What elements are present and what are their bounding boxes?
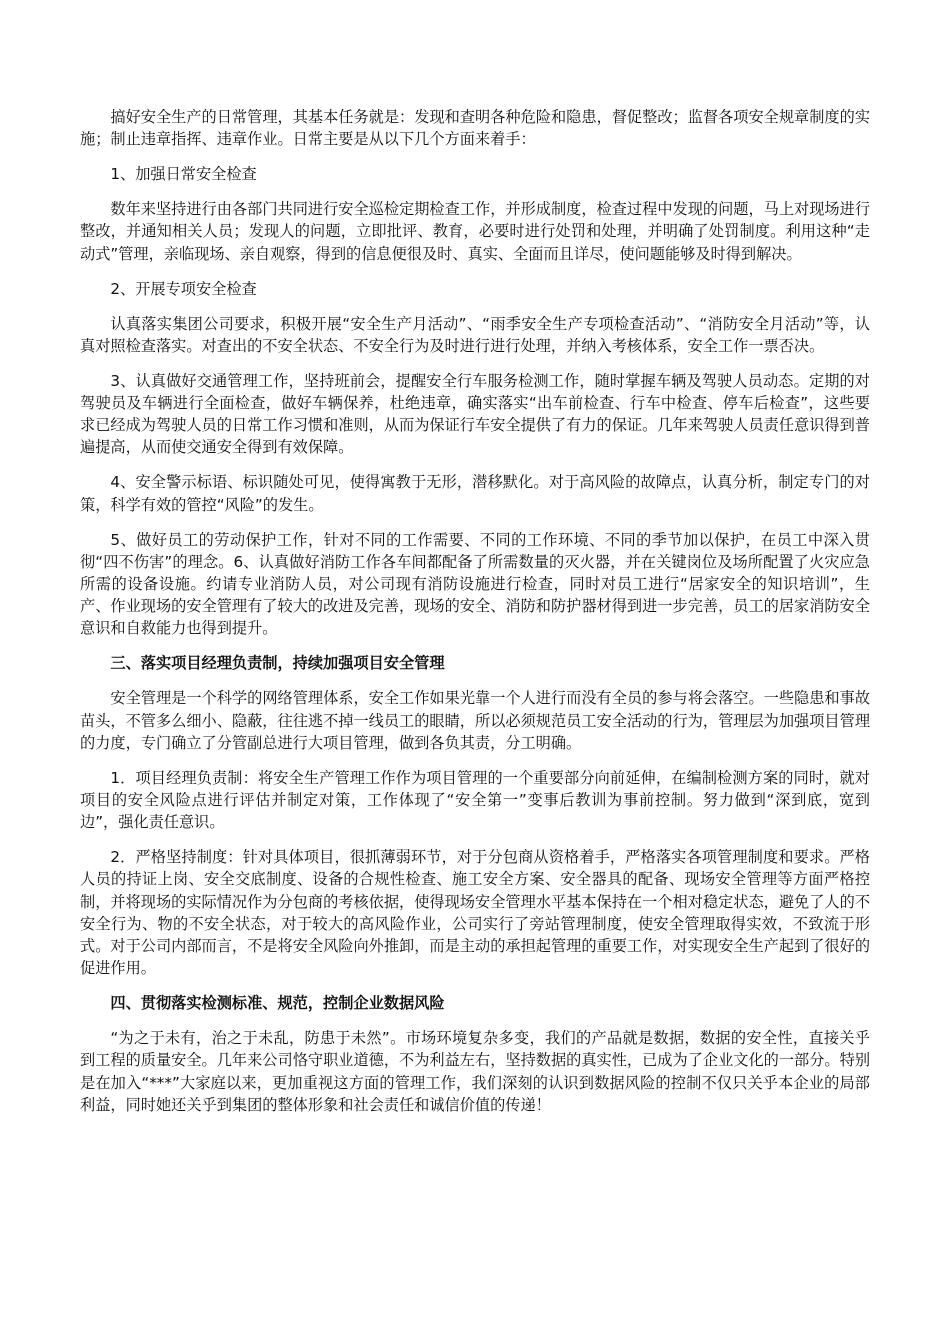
paragraph-safety-system: 安全管理是一个科学的网络管理体系，安全工作如果光靠一个人进行而没有全员的参与将会落空。一些隐患和事故苗头，不管多么细小、隐蔽，往往逃不掉一线员工的眼睛，所以必须规范员工安全活动的行为，管理层为加强项目管理的力度，专门确立了分管副总进行大项目管理，做到各负其责，分工明确。 xyxy=(80,689,870,752)
section-heading-data-risk: 四、贯彻落实检测标准、规范，控制企业数据风险 xyxy=(110,994,445,1013)
document-page xyxy=(80,106,870,1129)
paragraph-data-risk: “为之于未有，治之于未乱，防患于未然”。市场环境复杂多变，我们的产品就是数据，数据的安全性，直接关乎到工程的质量安全。几年来公司恪守职业道德，不为利益左右，坚持数据的真实性，已成为了企业文化的一部分。特别是在加入“***”大家庭以来，更加重视这方面的管理工作，我们深刻的认识到数据风险的控制不仅只关乎本企业的局部利益，同时她还关乎到集团的整体形象和社会责任和诚信价值的传递！ xyxy=(80,1029,870,1114)
item-heading-daily-inspection: 1、加强日常安全检查 xyxy=(110,165,257,184)
paragraph-warning-signs: 4、安全警示标语、标识随处可见，使得寓教于无形，潜移默化。对于高风险的故障点，认真分析，制定专门的对策，科学有效的管控“风险”的发生。 xyxy=(80,473,870,514)
paragraph-manager-responsibility: 1．项目经理负责制：将安全生产管理工作作为项目管理的一个重要部分向前延伸，在编制检测方案的同时，就对项目的安全风险点进行评估并制定对策，工作体现了“安全第一”变事后教训为事前控制。努力做到“深到底，宽到边”，强化责任意识。 xyxy=(80,768,870,832)
intro-paragraph: 搞好安全生产的日常管理，其基本任务就是：发现和查明各种危险和隐患，督促整改；监督各项安全规章制度的实施；制止违章指挥、违章作业。日常主要是从以下几个方面来着手： xyxy=(80,108,870,149)
item-heading-special-inspection: 2、开展专项安全检查 xyxy=(110,279,257,298)
paragraph-labor-protection: 5、做好员工的劳动保护工作，针对不同的工作需要、不同的工作环境、不同的季节加以保护，在员工中深入贯彻“四不伤害”的理念。6、认真做好消防工作各车间都配备了所需数量的灭火器，并在关键岗位及场所配置了火灾应急所需的设备设施。约请专业消防人员，对公司现有消防设施进行检查，同时对员工进行“居家安全的知识培训”，生产、作业现场的安全管理有了较大的改进及完善，现场的安全、消防和防护器材得到进一步完善，员工的居家消防安全意识和自救能力也得到提升。 xyxy=(80,530,870,638)
paragraph-daily-inspection: 数年来坚持进行由各部门共同进行安全巡检定期检查工作，并形成制度，检查过程中发现的问题，马上对现场进行整改，并通知相关人员；发现人的问题，立即批评、教育，必要时进行处罚和处理，并明确了处罚制度。利用这种“走动式”管理，亲临现场、亲自观察，得到的信息便很及时、真实、全面而且详尽，使问题能够及时得到解决。 xyxy=(80,200,870,263)
paragraph-traffic-management: 3、认真做好交通管理工作，坚持班前会，提醒安全行车服务检测工作，随时掌握车辆及驾驶人员动态。定期的对驾驶员及车辆进行全面检查，做好车辆保养，杜绝违章，确实落实“出车前检查、行车中检查、停车后检查”，这些要求已经成为驾驶人员的日常工作习惯和准则，从而为保证行车安全提供了有力的保证。几年来驾驶人员责任意识得到普遍提高，从而使交通安全得到有效保障。 xyxy=(80,371,870,457)
section-heading-project-manager: 三、落实项目经理负责制，持续加强项目安全管理 xyxy=(110,654,445,673)
paragraph-strict-rules: 2．严格坚持制度：针对具体项目，很抓薄弱环节，对于分包商从资格着手，严格落实各项管理制度和要求。严格人员的持证上岗、安全交底制度、设备的合规性检查、施工安全方案、安全器具的配备、现场安全管理等方面严格控制，并将现场的实际情况作为分包商的考核依据，使得现场安全管理水平基本保持在一个相对稳定状态，避免了人的不安全行为、物的不安全状态，对于较大的高风险作业，公司实行了旁站管理制度，使安全管理取得实效，不致流于形式。对于公司内部而言，不是将安全风险向外推卸，而是主动的承担起管理的重要工作，对实现安全生产起到了很好的促进作用。 xyxy=(80,848,870,978)
paragraph-special-inspection: 认真落实集团公司要求，积极开展“安全生产月活动”、“雨季安全生产专项检查活动”、“消防安全月活动”等，认真对照检查落实。对查出的不安全状态、不安全行为及时进行进行处理，并纳入考核体系，安全工作一票否决。 xyxy=(80,314,870,355)
